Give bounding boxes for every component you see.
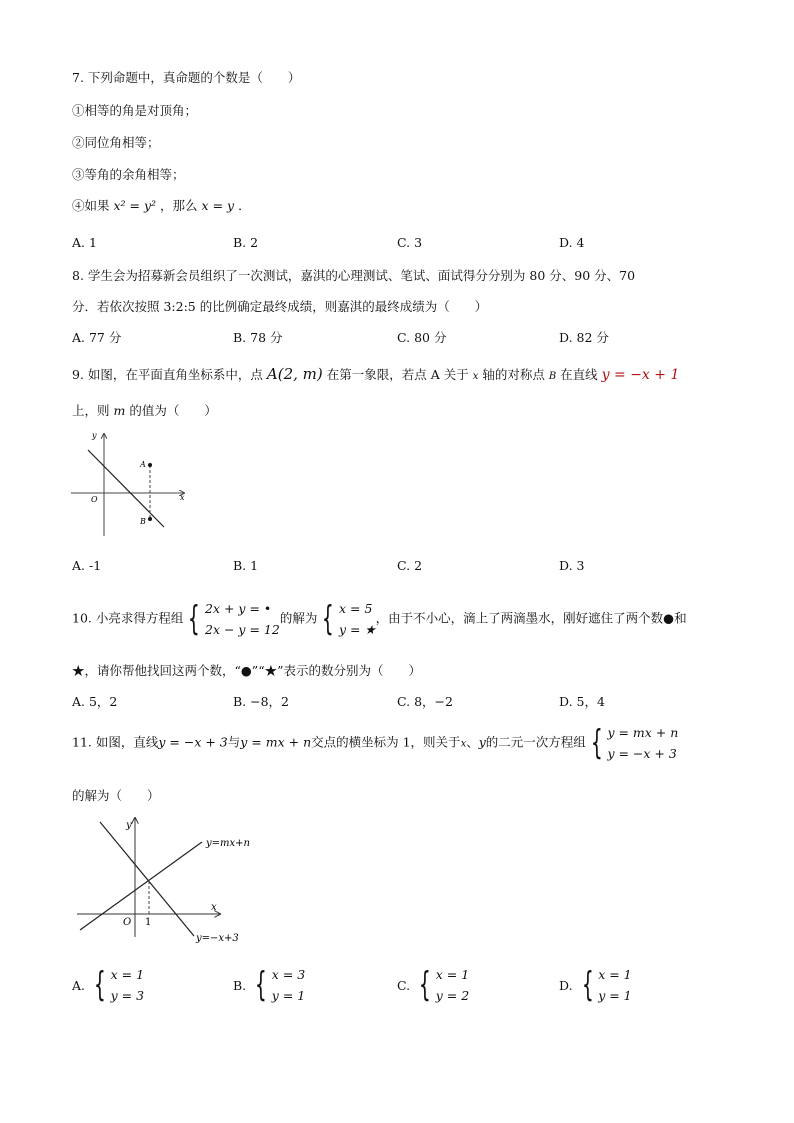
q10-line-2: ★，请你帮他找回这两个数，“●”“★”表示的数分别为（ ） xyxy=(72,663,421,678)
q9-option-c[interactable]: C. 2 xyxy=(397,558,423,573)
q7-option-c[interactable]: C. 3 xyxy=(397,235,423,250)
q7-item-3: ③等角的余角相等； xyxy=(72,167,185,182)
q11-option-c-eq1: x = 1 xyxy=(435,967,470,982)
q10-option-c[interactable]: C. 8，−2 xyxy=(397,694,453,709)
q7-item-1: ①相等的角是对顶角； xyxy=(72,103,198,118)
q8-line-1: 8. 学生会为招募新会员组织了一次测试，嘉淇的心理测试、笔试、面试得分分别为 80 分、90 分、70 xyxy=(72,268,636,283)
q11-mid: 交点的横坐标为 1，则关于 xyxy=(311,734,461,750)
q11-system xyxy=(586,722,679,764)
q11-option-a-eq2: y = 3 xyxy=(110,988,145,1003)
q11-figure xyxy=(72,812,272,947)
q7-item-2: ②同位角相等； xyxy=(72,135,160,150)
q9-fig-origin: O xyxy=(91,495,98,504)
q9-point-b: B xyxy=(548,371,557,382)
q7-stem: 7. 下列命题中，真命题的个数是（ ） xyxy=(72,70,301,85)
q9-text-c: 轴的对称点 xyxy=(482,367,545,382)
q9-text-e: 上，则 xyxy=(72,403,110,418)
q10-sys2-eq1: x = 5 xyxy=(338,601,373,616)
q10-sys1-eq2: 2x − y = 12 xyxy=(205,622,280,637)
q11-line-2: 的解为（ ） xyxy=(72,788,160,803)
q10-suffix: ，由于不小心，滴上了两滴墨水，刚好遮住了两个数●和 xyxy=(375,610,687,626)
q9-fig-a-label: A xyxy=(140,460,146,469)
q10-option-a[interactable]: A. 5，2 xyxy=(72,694,118,709)
q7-item4-end: ． xyxy=(238,198,251,213)
q9-options xyxy=(72,558,732,578)
q9-text-f: 的值为（ ） xyxy=(129,403,217,418)
q8-option-c[interactable]: C. 80 分 xyxy=(397,330,447,345)
q9-option-a[interactable]: A. -1 xyxy=(72,558,102,573)
q11-fig-origin: O xyxy=(123,917,132,928)
q11-option-d[interactable] xyxy=(559,964,632,1006)
q11-fig-y-label: y xyxy=(126,820,132,831)
q11-option-c-eq2: y = 2 xyxy=(435,988,470,1003)
q8-option-a[interactable]: A. 77 分 xyxy=(72,330,122,345)
q11-option-c-brace: { xyxy=(418,965,431,1005)
q10-sys2-eq2: y = ★ xyxy=(338,622,376,637)
q11-option-b-letter: B. xyxy=(233,977,247,993)
q11-option-d-brace: { xyxy=(581,965,594,1005)
q11-mid2: 的二元一次方程组 xyxy=(485,734,586,750)
q8-option-b[interactable]: B. 78 分 xyxy=(233,330,283,345)
q11-and: 与 xyxy=(227,734,241,750)
q11-fig-tick: 1 xyxy=(145,917,152,928)
q11-option-d-letter: D. xyxy=(559,977,573,993)
q9-text-a: 9. 如图，在平面直角坐标系中，点 xyxy=(72,367,263,382)
q11-option-d-eq2: y = 1 xyxy=(598,988,632,1003)
q9-text-b: 在第一象限，若点 A 关于 xyxy=(326,367,469,382)
q9-var-m: m xyxy=(113,403,126,418)
q7-item4-condition: x² = y² xyxy=(113,198,157,213)
q7-item4-mid: ，那么 xyxy=(160,198,198,213)
q9-point-b-dot xyxy=(148,517,152,521)
q11-sys-eq1: y = mx + n xyxy=(607,725,679,740)
q11-sep: 、 xyxy=(466,734,479,750)
q11-option-a[interactable] xyxy=(72,964,144,1006)
q10-brace-2: { xyxy=(322,599,335,639)
q9-fig-y-label: y xyxy=(92,431,97,440)
q10-line-1 xyxy=(72,598,687,640)
q7-option-b[interactable]: B. 2 xyxy=(233,235,259,250)
q11-fig-label-up: y=mx+n xyxy=(206,838,250,849)
q7-option-d[interactable]: D. 4 xyxy=(559,235,585,250)
q11-option-b-eq2: y = 1 xyxy=(271,988,306,1003)
q11-option-b-eq1: x = 3 xyxy=(271,967,306,982)
q9-option-b[interactable]: B. 1 xyxy=(233,558,259,573)
q11-var-x: x xyxy=(460,738,467,750)
q9-line xyxy=(88,450,164,527)
q11-option-d-eq1: x = 1 xyxy=(598,967,632,982)
q11-line-2-eq: y = mx + n xyxy=(240,734,312,750)
q11-options xyxy=(72,964,732,1010)
q11-line-1 xyxy=(72,722,678,764)
q10-options xyxy=(72,692,732,712)
q9-point-a-dot xyxy=(148,463,152,467)
q11-option-c[interactable] xyxy=(397,964,469,1006)
q9-figure xyxy=(66,428,196,540)
q11-option-a-brace: { xyxy=(93,965,106,1005)
q10-option-d[interactable]: D. 5，4 xyxy=(559,694,605,709)
q11-sys-eq2: y = −x + 3 xyxy=(607,746,677,761)
q11-brace: { xyxy=(590,723,603,763)
q9-fig-b-label: B xyxy=(140,517,146,526)
q11-var-y: y xyxy=(478,734,486,750)
q7-item4-conclusion: x = y xyxy=(201,198,235,213)
q11-option-a-letter: A. xyxy=(72,977,86,993)
q9-line-equation: y = −x + 1 xyxy=(601,367,680,383)
q8-options xyxy=(72,328,732,348)
q11-fig-x-label: x xyxy=(211,902,217,913)
q9-axis: x xyxy=(472,371,479,382)
q10-brace-1: { xyxy=(188,599,201,639)
q10-sys1-eq1: 2x + y = • xyxy=(205,601,272,616)
q7-item-4 xyxy=(72,196,251,214)
q9-option-d[interactable]: D. 3 xyxy=(559,558,585,573)
q11-option-a-eq1: x = 1 xyxy=(110,967,145,982)
q7-option-a[interactable]: A. 1 xyxy=(72,235,97,250)
q9-line-1 xyxy=(72,365,679,383)
q10-mid: 的解为 xyxy=(279,610,318,626)
q9-point-a: A(2, m) xyxy=(266,365,323,383)
q7-options xyxy=(72,235,732,255)
q11-fig-label-down: y=−x+3 xyxy=(196,933,239,944)
q10-option-b[interactable]: B. −8，2 xyxy=(233,694,290,709)
q11-option-b[interactable] xyxy=(233,964,305,1006)
q11-line-up xyxy=(80,842,202,930)
q9-fig-x-label: x xyxy=(180,493,185,502)
q9-line-2 xyxy=(72,401,217,419)
q10-system-2 xyxy=(317,598,375,640)
q11-option-b-brace: { xyxy=(255,965,267,1005)
q9-text-d: 在直线 xyxy=(560,367,598,382)
q11-prefix: 11. 如图，直线 xyxy=(72,734,159,750)
q7-item4-prefix: ④如果 xyxy=(72,198,110,213)
q11-option-c-letter: C. xyxy=(397,977,411,993)
q11-line-1-eq: y = −x + 3 xyxy=(158,734,228,750)
q8-option-d[interactable]: D. 82 分 xyxy=(559,330,609,345)
q10-prefix: 10. 小亮求得方程组 xyxy=(72,610,184,626)
q8-line-2: 分．若依次按照 3:2:5 的比例确定最终成绩，则嘉淇的最终成绩为（ ） xyxy=(72,299,488,314)
q10-system-1 xyxy=(183,598,279,640)
